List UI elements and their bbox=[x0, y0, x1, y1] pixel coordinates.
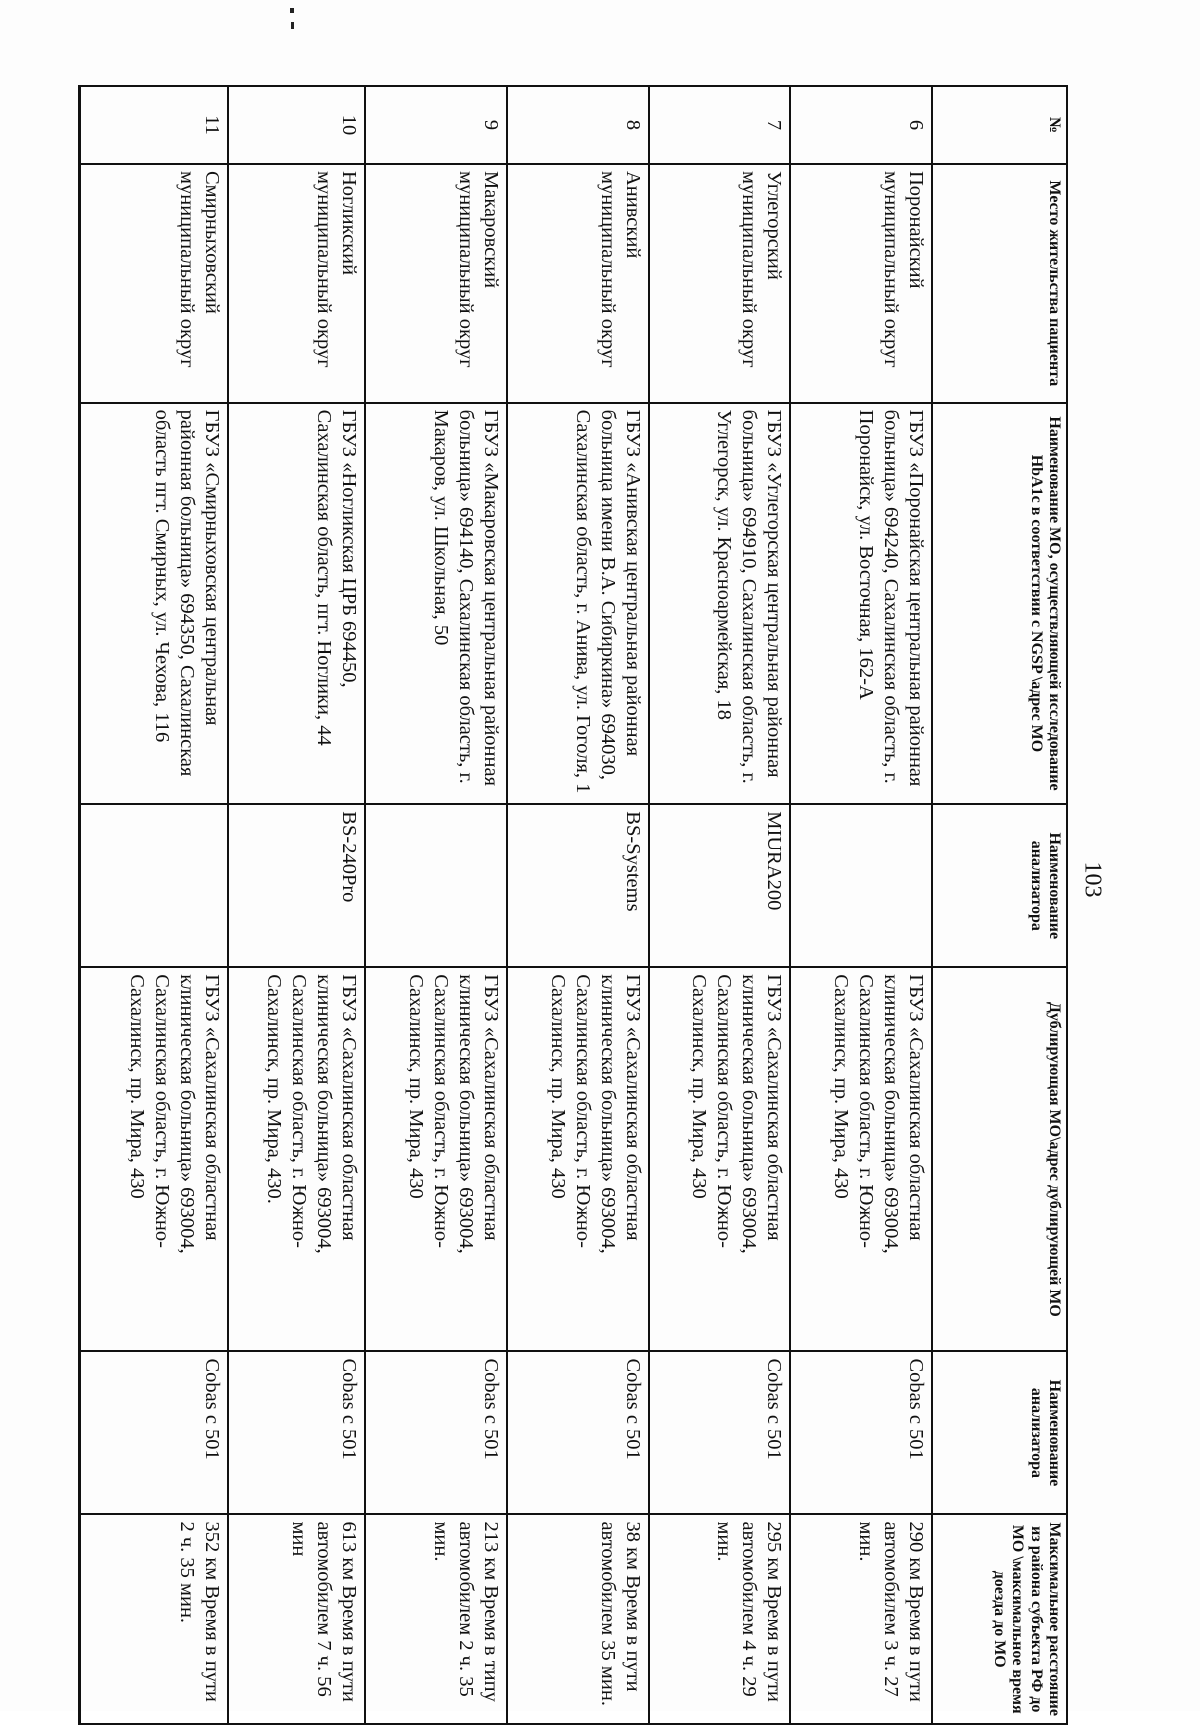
row-duplicate-analyzer: Cobas c 501 bbox=[228, 1351, 365, 1514]
table-row bbox=[790, 86, 932, 1724]
page-number: 103 bbox=[1079, 861, 1106, 898]
row-mo: ГБУЗ «Макаровская центральная районная больница» 694140, Сахалинская область, г. Макаров, ул. Школьная, 50 bbox=[365, 403, 507, 805]
row-mo: ГБУЗ «Поронайская центральная районная больница» 694240, Сахалинская область, г. Поронайск, ул. Восточная, 162-А bbox=[790, 403, 932, 805]
row-mo: ГБУЗ «Смирныховская центральная районная больница» 694350, Сахалинская область пгт. Смирных, ул. Чехова, 116 bbox=[80, 403, 229, 805]
row-residence: Ногликский муниципальный округ bbox=[228, 164, 365, 403]
table-row bbox=[365, 86, 507, 1724]
row-residence: Смирныховский муниципальный округ bbox=[80, 164, 229, 403]
header-duplicate-analyzer: Наименование анализатора bbox=[932, 1351, 1067, 1514]
table-header-row bbox=[932, 86, 1067, 1724]
row-number: 9 bbox=[365, 86, 507, 164]
table-row bbox=[80, 86, 229, 1724]
row-distance: 352 км Время в пути 2 ч. 35 мин. bbox=[80, 1514, 229, 1724]
row-analyzer bbox=[80, 804, 229, 967]
header-analyzer: Наименование анализатора bbox=[932, 804, 1067, 967]
row-distance: 290 км Время в пути автомобилем 3 ч. 27 мин. bbox=[790, 1514, 932, 1724]
row-number: 8 bbox=[507, 86, 649, 164]
row-number: 7 bbox=[649, 86, 791, 164]
row-distance: 38 км Время в пути автомобилем 35 мин. bbox=[507, 1514, 649, 1724]
header-distance: Максимальное расстояние из района субъекта РФ до МО \максимальное время доезда до МО bbox=[932, 1514, 1067, 1724]
row-duplicate-analyzer: Cobas c 501 bbox=[365, 1351, 507, 1514]
row-mo: ГБУЗ «Ногликская ЦРБ 694450, Сахалинская область, пгт. Ноглики, 44 bbox=[228, 403, 365, 805]
row-analyzer: MIURA200 bbox=[649, 804, 791, 967]
row-duplicate-mo: ГБУЗ «Сахалинская областная клиническая больница» 693004, Сахалинская область, г. Южно-Сахалинск, пр. Мира, 430 bbox=[365, 967, 507, 1351]
header-residence: Место жительства пациента bbox=[932, 164, 1067, 403]
row-analyzer: BS-Systems bbox=[507, 804, 649, 967]
scan-speck bbox=[290, 8, 294, 13]
table-row bbox=[507, 86, 649, 1724]
row-analyzer bbox=[790, 804, 932, 967]
table-row bbox=[649, 86, 791, 1724]
row-duplicate-analyzer: Cobas c 501 bbox=[790, 1351, 932, 1514]
row-duplicate-analyzer: Cobas c 501 bbox=[649, 1351, 791, 1514]
row-duplicate-mo: ГБУЗ «Сахалинская областная клиническая больница» 693004, Сахалинская область, г. Южно-Сахалинск, пр. Мира, 430 bbox=[80, 967, 229, 1351]
row-mo: ГБУЗ «Углегорская центральная районная больница» 694910, Сахалинская область, г. Углегорск, ул. Красноармейская, 18 bbox=[649, 403, 791, 805]
row-distance: 613 км Время в пути автомобилем 7 ч. 56 мин bbox=[228, 1514, 365, 1724]
row-duplicate-analyzer: Cobas c 501 bbox=[80, 1351, 229, 1514]
table-row bbox=[228, 86, 365, 1724]
header-duplicate-mo: Дублирующая МО\адрес дублирующей МО bbox=[932, 967, 1067, 1351]
row-number: 6 bbox=[790, 86, 932, 164]
row-distance: 213 км Время в типу автомобилем 2 ч. 35 мин. bbox=[365, 1514, 507, 1724]
row-residence: Анивский муниципальный округ bbox=[507, 164, 649, 403]
row-number: 11 bbox=[80, 86, 229, 164]
row-residence: Макаровский муниципальный округ bbox=[365, 164, 507, 403]
scan-speck bbox=[291, 22, 294, 29]
row-duplicate-mo: ГБУЗ «Сахалинская областная клиническая больница» 693004, Сахалинская область, г. Южно-Сахалинск, пр. Мира, 430 bbox=[649, 967, 791, 1351]
rotated-table-container bbox=[78, 85, 1068, 1725]
row-duplicate-mo: ГБУЗ «Сахалинская областная клиническая больница» 693004, Сахалинская область, г. Южно-Сахалинск, пр. Мира, 430 bbox=[790, 967, 932, 1351]
row-duplicate-analyzer: Cobas c 501 bbox=[507, 1351, 649, 1514]
row-number: 10 bbox=[228, 86, 365, 164]
row-distance: 295 км Время в пути автомобилем 4 ч. 29 мин. bbox=[649, 1514, 791, 1724]
row-residence: Углегорский муниципальный округ bbox=[649, 164, 791, 403]
header-mo: Наименование МО, осуществляющей исследование HbA1c в соответствии с NGSP \адрес МО bbox=[932, 403, 1067, 805]
header-number: № bbox=[932, 86, 1067, 164]
row-mo: ГБУЗ «Анивская центральная районная больница имени В.А. Сибиркина» 694030, Сахалинская область, г. Анива, ул. Гоголя, 1 bbox=[507, 403, 649, 805]
row-residence: Поронайский муниципальный округ bbox=[790, 164, 932, 403]
row-analyzer: BS-240Pro bbox=[228, 804, 365, 967]
row-analyzer bbox=[365, 804, 507, 967]
clinics-table bbox=[78, 85, 1068, 1725]
row-duplicate-mo: ГБУЗ «Сахалинская областная клиническая больница» 693004, Сахалинская область, г. Южно-Сахалинск, пр. Мира, 430. bbox=[228, 967, 365, 1351]
row-duplicate-mo: ГБУЗ «Сахалинская областная клиническая больница» 693004, Сахалинская область, г. Южно-Сахалинск, пр. Мира, 430 bbox=[507, 967, 649, 1351]
